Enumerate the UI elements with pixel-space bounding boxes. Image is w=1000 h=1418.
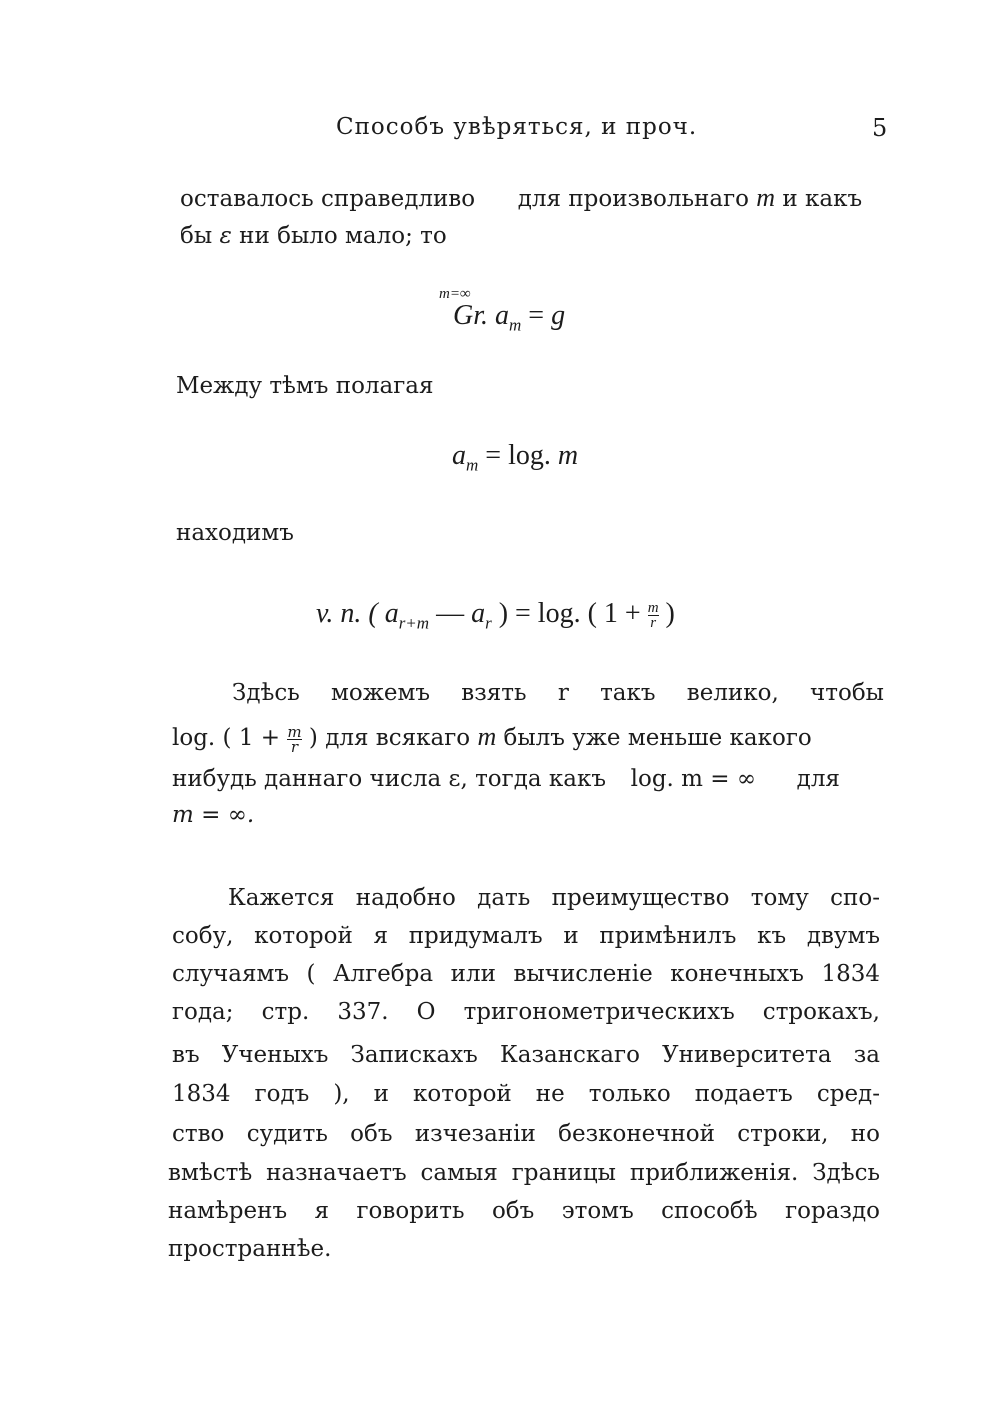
- formula-subscript: r: [485, 613, 492, 633]
- fraction-numerator: m: [287, 722, 302, 741]
- paragraph2-line: Кажется надобно дать преимущество тому спо-: [228, 885, 880, 911]
- text-segment: нибудь даннаго числа ε, тогда какъ: [172, 766, 606, 792]
- text-segment: ) для всякаго: [308, 725, 471, 751]
- formula-part: a: [471, 598, 486, 629]
- formula-limit: [439, 286, 566, 336]
- math-variable: ε: [219, 223, 232, 249]
- text-segment: для произвольнаго: [517, 186, 749, 212]
- text-segment: былъ уже меньше какого: [503, 725, 812, 751]
- fraction-denominator: r: [650, 615, 657, 632]
- paragraph1-line1: Здѣсь можемъ взять r такъ велико, чтобы: [232, 680, 884, 706]
- formula-part: ): [665, 598, 675, 629]
- text-segment: ни было мало; то: [239, 223, 447, 249]
- formula-part: v. n. (: [316, 598, 378, 629]
- formula-subscript: m: [466, 455, 479, 475]
- paragraph1-line2: [172, 722, 884, 754]
- limit-condition: m=∞: [439, 286, 471, 302]
- text-line-2: [180, 221, 447, 251]
- paragraph2-line: въ Ученыхъ Запискахъ Казанскаго Университета за: [172, 1042, 880, 1068]
- paragraph2-line: вмѣстѣ назначаетъ самыя границы приближенія. Здѣсь: [168, 1160, 880, 1186]
- formula-part: =: [528, 300, 545, 331]
- formula-subscript: r+m: [398, 613, 430, 633]
- paragraph2-line: 1834 годъ ), и которой не только подаетъ сред-: [172, 1081, 880, 1107]
- fraction-numerator: m: [647, 600, 659, 617]
- running-title: Способъ увѣряться, и проч.: [336, 114, 698, 140]
- text-line-1: [180, 183, 886, 214]
- text-line-between: Между тѣмъ полагая: [176, 373, 434, 399]
- formula-difference: [316, 598, 675, 634]
- paragraph2-line: намѣренъ я говорить объ этомъ способѣ гораздо: [168, 1198, 880, 1224]
- fraction: [287, 722, 302, 756]
- formula-part: g: [551, 300, 566, 331]
- text-segment: log. ( 1 +: [172, 725, 281, 751]
- math-variable: m: [756, 183, 776, 212]
- paragraph1-line4: m = ∞.: [172, 802, 255, 828]
- formula-subscript: m: [509, 315, 522, 335]
- paragraph2-line: случаямъ ( Алгебра или вычисленіе конечныхъ 1834: [172, 961, 880, 987]
- paragraph2-line: пространнѣе.: [168, 1236, 332, 1262]
- paragraph2-line: собу, которой я придумалъ и примѣнилъ къ двумъ: [172, 923, 880, 949]
- fraction-denominator: r: [290, 737, 299, 756]
- formula-part: Gr.: [453, 300, 489, 331]
- paragraph1-line3: [172, 764, 884, 794]
- text-segment: и какъ: [782, 186, 863, 212]
- text-segment: бы: [180, 223, 213, 249]
- fraction: [648, 601, 659, 630]
- text-segment: log. m = ∞: [630, 766, 757, 792]
- formula-part: = log.: [485, 440, 551, 471]
- formula-part: a: [452, 440, 466, 471]
- paragraph2-line: ство судить объ изчезаніи безконечной строки, но: [172, 1121, 880, 1147]
- page-number: 5: [872, 114, 888, 142]
- formula-part: —: [436, 598, 465, 629]
- math-variable: m: [477, 722, 497, 751]
- formula-part: a: [384, 598, 399, 629]
- formula-part: m: [557, 440, 579, 471]
- text-line-finding: находимъ: [176, 520, 294, 546]
- text-segment: оставалось справедливо: [180, 186, 476, 212]
- formula-part: ) = log. ( 1 +: [498, 598, 641, 629]
- formula-log: [452, 440, 578, 476]
- paragraph2-line: года; стр. 337. О тригонометрическихъ строкахъ,: [172, 999, 880, 1025]
- formula-part: a: [495, 300, 510, 331]
- text-segment: для: [796, 766, 840, 792]
